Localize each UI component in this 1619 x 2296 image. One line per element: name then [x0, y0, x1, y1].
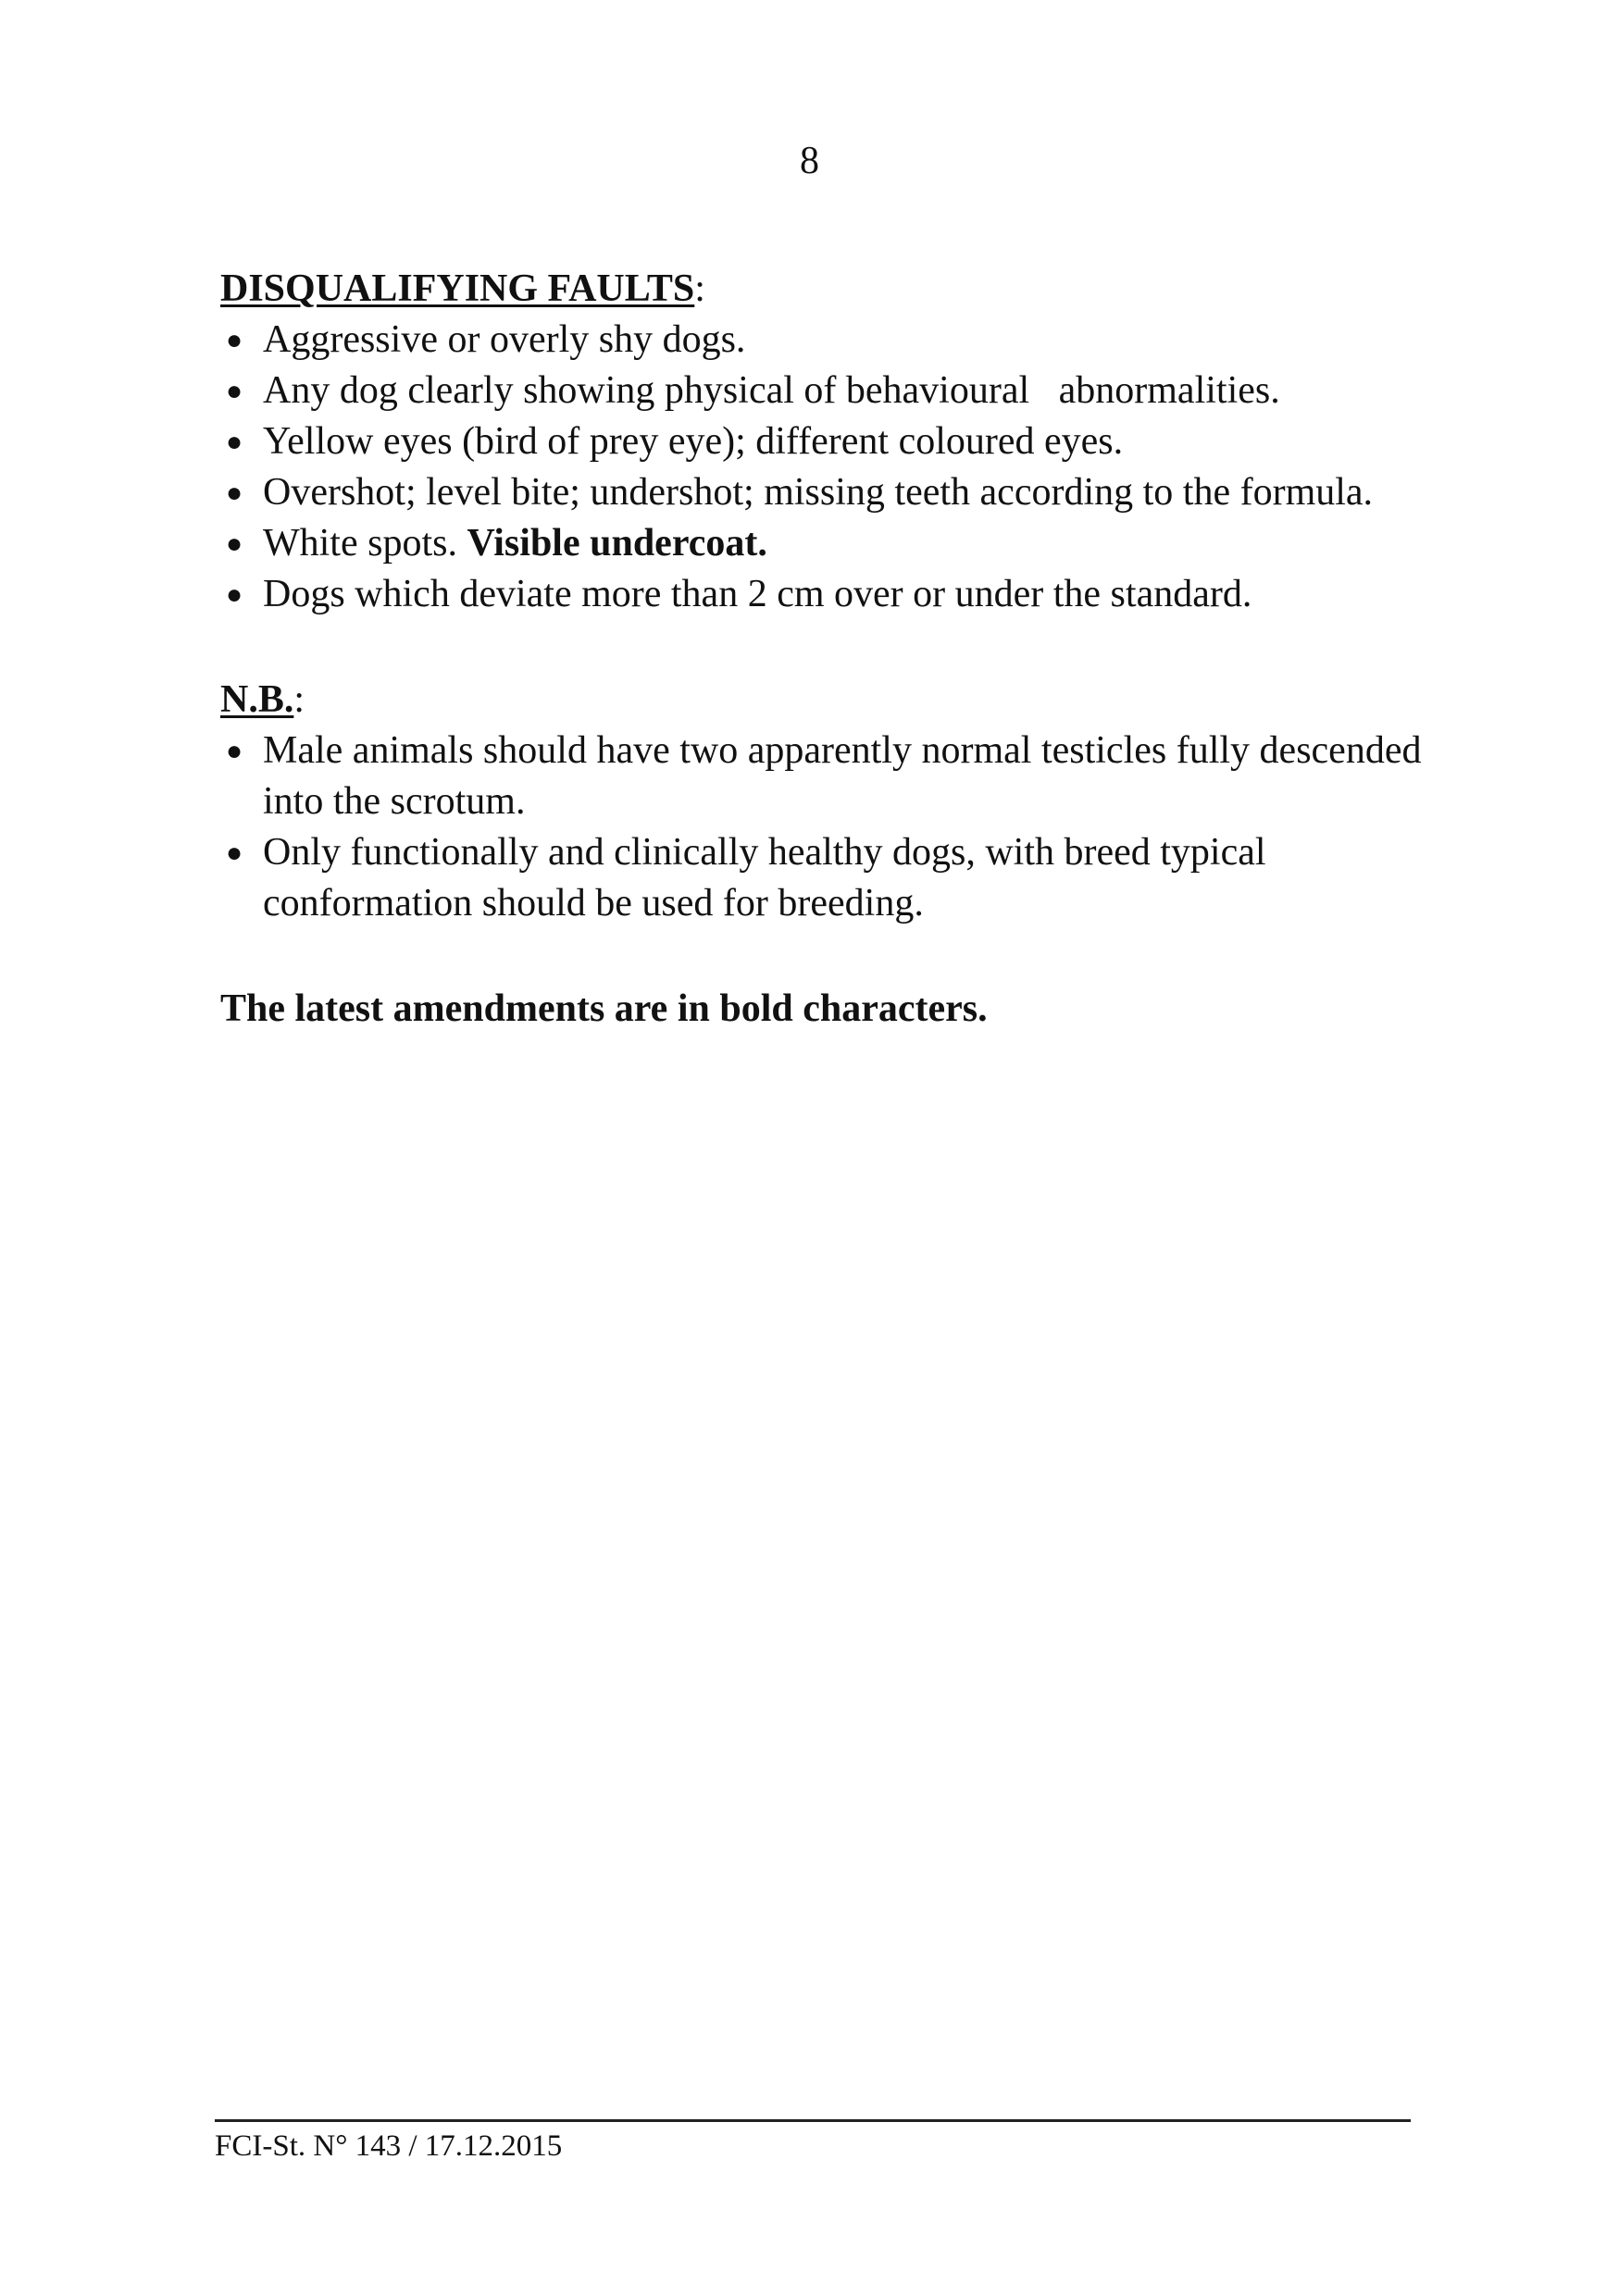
bullet-icon: ●	[226, 838, 243, 868]
list-item	[220, 827, 1424, 929]
heading-colon: :	[293, 678, 305, 721]
list-item-text: White spots.	[263, 522, 467, 565]
list-item	[220, 726, 1424, 827]
list-item-text: Yellow eyes (bird of prey eye); different coloured eyes.	[263, 420, 1124, 463]
list-item	[220, 416, 1424, 467]
nb-section	[220, 674, 1424, 929]
section-spacer	[220, 929, 1424, 983]
list-item	[220, 518, 1424, 569]
section-spacer	[220, 620, 1424, 674]
nb-heading-text: N.B.	[220, 678, 294, 721]
bullet-icon: ●	[226, 376, 243, 406]
bullet-icon: ●	[226, 478, 243, 508]
disqualifying-faults-heading-text: DISQUALIFYING FAULTS	[220, 267, 695, 310]
bullet-icon: ●	[226, 427, 243, 457]
disqualifying-faults-heading	[220, 263, 1424, 315]
list-item	[220, 569, 1424, 620]
nb-list	[220, 726, 1424, 929]
list-item-text: Only functionally and clinically healthy dogs, with breed typical conformation should be used for breeding.	[263, 831, 1266, 925]
disqualifying-faults-section	[220, 263, 1424, 620]
nb-heading	[220, 674, 1424, 726]
list-item	[220, 467, 1424, 518]
footer-divider	[215, 2119, 1411, 2122]
list-item-text: Aggressive or overly shy dogs.	[263, 318, 746, 361]
bullet-icon: ●	[226, 736, 243, 766]
list-item-text: Overshot; level bite; undershot; missing teeth according to the formula.	[263, 471, 1374, 514]
list-item-text: Dogs which deviate more than 2 cm over or under the standard.	[263, 573, 1252, 615]
bullet-icon: ●	[226, 579, 243, 610]
amendments-note: The latest amendments are in bold characters.	[220, 987, 988, 1030]
heading-colon: :	[694, 267, 705, 310]
list-item-text: Male animals should have two apparently normal testicles fully descended into the scrotum.	[263, 729, 1422, 823]
list-item	[220, 366, 1424, 416]
list-item-text: Any dog clearly showing physical of behavioural abnormalities.	[263, 369, 1280, 412]
page-number: 8	[800, 140, 819, 182]
disqualifying-faults-list	[220, 315, 1424, 620]
list-item	[220, 315, 1424, 366]
footer-standard-reference: FCI-St. N° 143 / 17.12.2015	[215, 2129, 563, 2163]
amendment-bold-text: Visible undercoat.	[467, 522, 767, 565]
document-body	[220, 263, 1424, 1035]
bullet-icon: ●	[226, 528, 243, 559]
bullet-icon: ●	[226, 325, 243, 355]
